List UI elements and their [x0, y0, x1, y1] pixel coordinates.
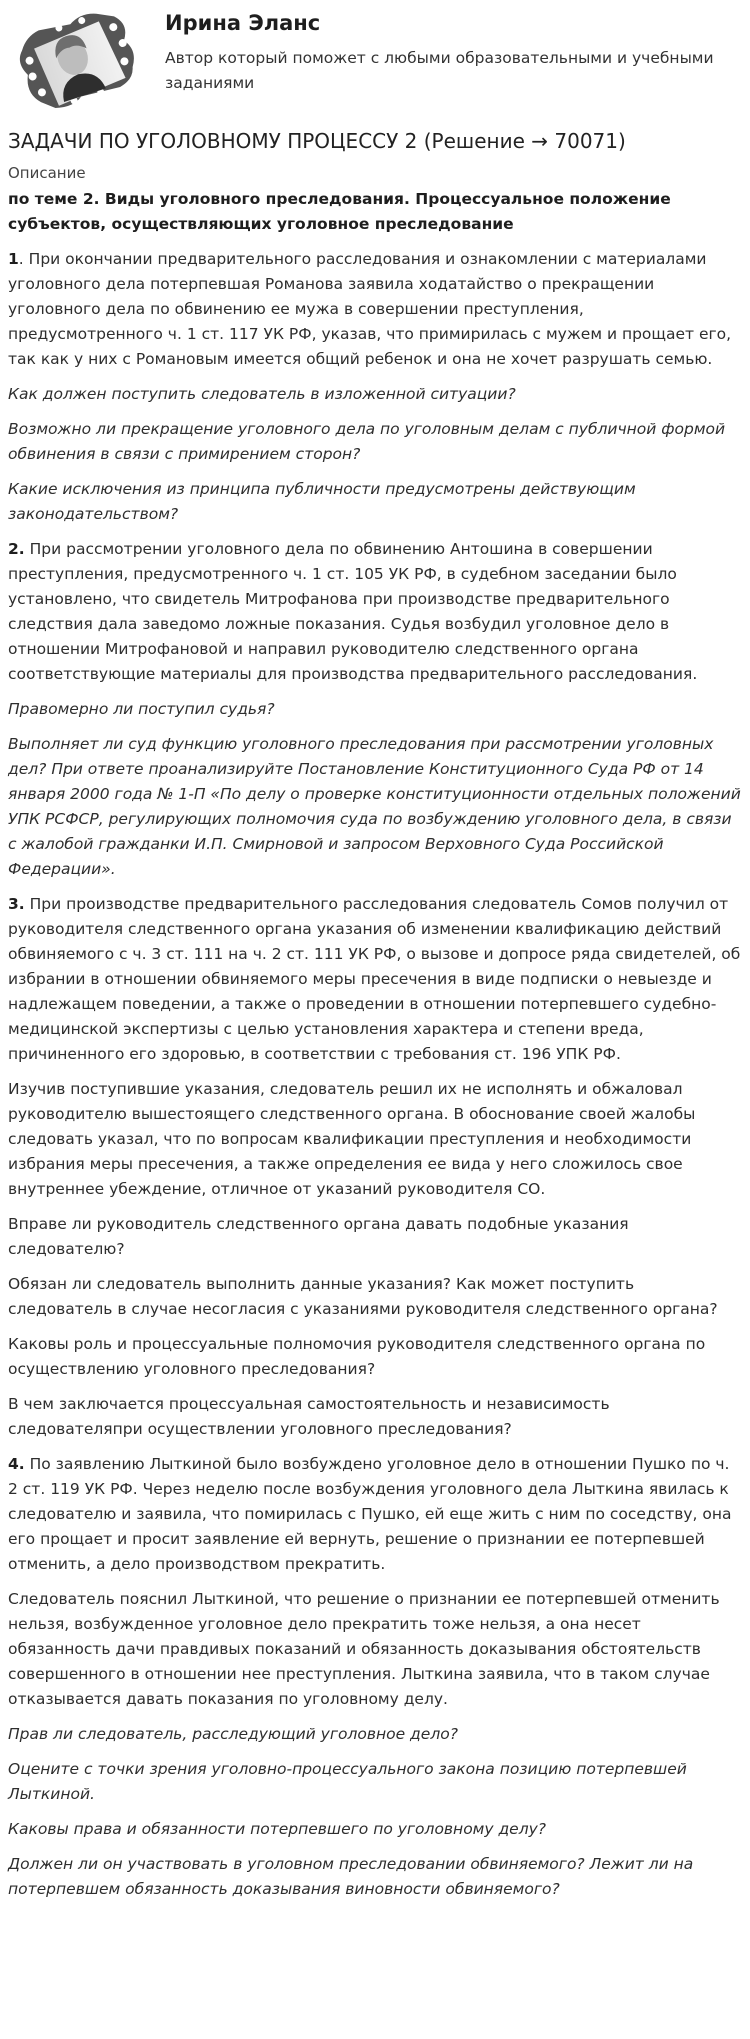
- task-2-question-1: Правомерно ли поступил судья?: [8, 700, 275, 718]
- task-3-question-1: Вправе ли руководитель следственного органа давать подобные указания следователю?: [8, 1215, 629, 1258]
- task-2-question-2: Выполняет ли суд функцию уголовного преследования при рассмотрении уголовных дел? При ответе проанализируйте Постановление Конституционного Суда РФ от 14 января 2000 года № 1-П «По делу о проверке конституционности отдельных положений УПК РСФСР, регулирующих полномочия суда по возбуждению уголовного дела, в связи с жалобой гражданки И.П. Смирновой и запросом Верховного Суда Российской Федерации».: [8, 735, 741, 878]
- task-4-question-2: Оцените с точки зрения уголовно-процессуального закона позицию потерпевшей Лыткиной.: [8, 1760, 687, 1803]
- page-title: ЗАДАЧИ ПО УГОЛОВНОМУ ПРОЦЕССУ 2 (Решение → 70071): [8, 129, 626, 153]
- avatar-photo-frame-icon: [10, 4, 145, 119]
- task-number-suffix: .: [18, 250, 24, 268]
- task-2-text: [8, 537, 742, 687]
- author-description: Автор который поможет с любыми образовательными и учебными заданиями: [165, 49, 714, 92]
- author-name[interactable]: Ирина Эланс: [165, 11, 321, 35]
- description-label: Описание: [8, 164, 86, 182]
- task-1-question-3: Какие исключения из принципа публичности предусмотрены действующим законодательством?: [8, 480, 636, 523]
- task-4-extra: Следователь пояснил Лыткиной, что решение о признании ее потерпевшей отменить нельзя, возбужденное уголовное дело прекратить тоже нельзя, а она несет обязанность дачи правдивых показаний и обязанность доказывания обстоятельств совершенного в отношении нее преступления. Лыткина заявила, что в таком случае отказывается давать показания по уголовному делу.: [8, 1590, 720, 1708]
- task-4-question-1: Прав ли следователь, расследующий уголовное дело?: [8, 1725, 458, 1743]
- task-3-question-4: В чем заключается процессуальная самостоятельность и независимость следователяпри осуществлении уголовного преследования?: [8, 1395, 610, 1438]
- task-1-question-1: Как должен поступить следователь в изложенной ситуации?: [8, 385, 516, 403]
- author-card: [8, 0, 742, 125]
- task-3-extra: Изучив поступившие указания, следователь решил их не исполнять и обжаловал руководителю вышестоящего следственного органа. В обоснование своей жалобы следовать указал, что по вопросам квалификации преступления и необходимости избрания меры пресечения, а также определения ее вида у него сложилось свое внутреннее убеждение, отличное от указаний руководителя СО.: [8, 1080, 696, 1198]
- task-body: При рассмотрении уголовного дела по обвинению Антошина в совершении преступления, предусмотренного ч. 1 ст. 105 УК РФ, в судебном заседании было установлено, что свидетель Митрофанова при производстве предварительного следствия дала заведомо ложные показания. Судья возбудил уголовное дело в отношении Митрофановой и направил руководителю следственного органа соответствующие материалы для производства предварительного расследования.: [8, 540, 698, 683]
- task-1-text: [8, 247, 742, 372]
- author-info: [165, 0, 742, 96]
- task-4-text: [8, 1452, 742, 1577]
- task-number: 1: [8, 250, 19, 268]
- task-3-question-2: Обязан ли следователь выполнить данные указания? Как может поступить следователь в случае несогласия с указаниями руководителя следственного органа?: [8, 1275, 718, 1318]
- task-body: При производстве предварительного расследования следователь Сомов получил от руководителя следственного органа указания об изменении квалификацию действий обвиняемого с ч. 3 ст. 111 на ч. 2 ст. 111 УК РФ, о вызове и допросе ряда свидетелей, об избрании в отношении обвиняемого меры пресечения в виде подписки о невыезде и надлежащем поведении, а также о проведении в отношении потерпевшего судебно-медицинской экспертизы с целью установления характера и степени вреда, причиненного его здоровью, в соответствии с требования ст. 196 УПК РФ.: [8, 895, 741, 1063]
- task-4-question-4: Должен ли он участвовать в уголовном преследовании обвиняемого? Лежит ли на потерпевшем обязанность доказывания виновности обвиняемого?: [8, 1855, 694, 1898]
- task-number: 2.: [8, 540, 25, 558]
- avatar[interactable]: [10, 4, 145, 119]
- task-number: 3.: [8, 895, 25, 913]
- task-4-question-3: Каковы права и обязанности потерпевшего по уголовному делу?: [8, 1820, 547, 1838]
- task-3-question-3: Каковы роль и процессуальные полномочия руководителя следственного органа по осуществлению уголовного преследования?: [8, 1335, 706, 1378]
- task-number: 4.: [8, 1455, 25, 1473]
- task-3-text: [8, 892, 742, 1067]
- task-body: По заявлению Лыткиной было возбуждено уголовное дело в отношении Пушко по ч. 2 ст. 119 УК РФ. Через неделю после возбуждения уголовного дела Лыткина явилась к следователю и заявила, что помирилась с Пушко, ей еще жить с ним по соседству, она его прощает и просит заявление ей вернуть, решение о признании ее потерпевшей отменить, а дело производством прекратить.: [8, 1455, 732, 1573]
- topic-heading: по теме 2. Виды уголовного преследования. Процессуальное положение субъектов, осуществляющих уголовное преследование: [8, 190, 671, 233]
- task-body: При окончании предварительного расследования и ознакомлении с материалами уголовного дела потерпевшая Романова заявила ходатайство о прекращении уголовного дела по обвинению ее мужа в совершении преступления, предусмотренного ч. 1 ст. 117 УК РФ, указав, что примирилась с мужем и прощает его, так как у них с Романовым имеется общий ребенок и она не хочет разрушать семью.: [8, 250, 732, 368]
- task-1-question-2: Возможно ли прекращение уголовного дела по уголовным делам с публичной формой обвинения в связи с примирением сторон?: [8, 420, 726, 463]
